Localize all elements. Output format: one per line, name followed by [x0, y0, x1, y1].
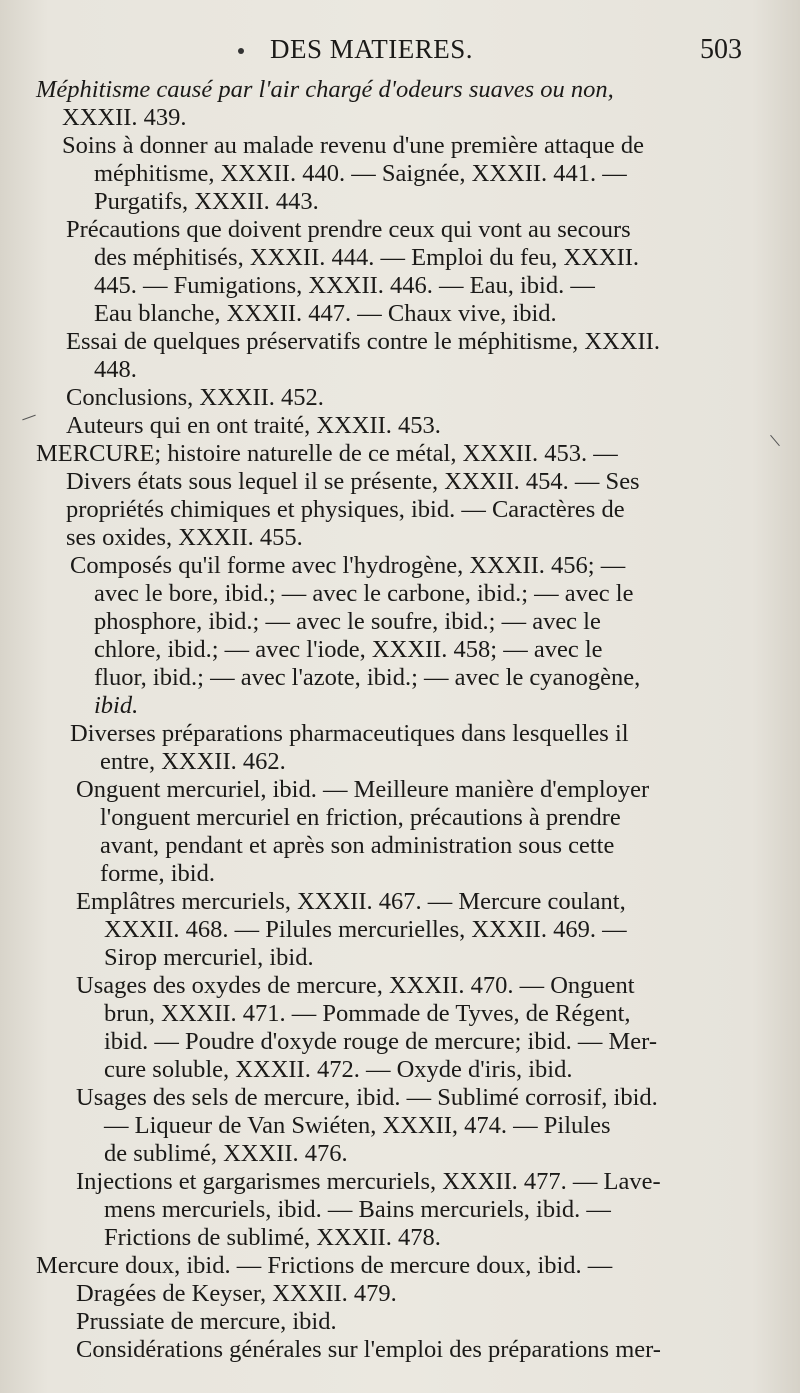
index-line: Mercure doux, ibid. — Frictions de mercure doux, ibid. —	[36, 1252, 613, 1279]
index-line: 448.	[94, 356, 137, 383]
index-line: des méphitisés, XXXII. 444. — Emploi du feu, XXXII.	[94, 244, 640, 271]
index-line: Eau blanche, XXXII. 447. — Chaux vive, ibid.	[94, 300, 557, 327]
index-line: ibid. — Poudre d'oxyde rouge de mercure; ibid. — Mer-	[104, 1028, 657, 1055]
index-line: Dragées de Keyser, XXXII. 479.	[76, 1280, 397, 1307]
index-line: l'onguent mercuriel en friction, précautions à prendre	[100, 804, 621, 831]
index-line: XXXII. 439.	[62, 104, 187, 131]
index-line: avec le bore, ibid.; — avec le carbone, ibid.; — avec le	[94, 580, 634, 607]
index-line: Précautions que doivent prendre ceux qui vont au secours	[66, 216, 631, 243]
index-line: Diverses préparations pharmaceutiques dans lesquelles il	[70, 720, 629, 747]
index-line: Conclusions, XXXII. 452.	[66, 384, 324, 411]
index-line: Purgatifs, XXXII. 443.	[94, 188, 319, 215]
index-line: Auteurs qui en ont traité, XXXII. 453.	[66, 412, 441, 439]
index-line: ses oxides, XXXII. 455.	[66, 524, 303, 551]
index-line: Divers états sous lequel il se présente, XXXII. 454. — Ses	[66, 468, 640, 495]
index-line: méphitisme, XXXII. 440. — Saignée, XXXII. 441. —	[94, 160, 627, 187]
index-line: forme, ibid.	[100, 860, 215, 887]
index-line: 445. — Fumigations, XXXII. 446. — Eau, ibid. —	[94, 272, 595, 299]
index-line: chlore, ibid.; — avec l'iode, XXXII. 458; — avec le	[94, 636, 603, 663]
margin-mark	[22, 415, 35, 421]
index-line: avant, pendant et après son administration sous cette	[100, 832, 615, 859]
index-line: Essai de quelques préservatifs contre le méphitisme, XXXII.	[66, 328, 660, 355]
index-line: Sirop mercuriel, ibid.	[104, 944, 314, 971]
index-line: de sublimé, XXXII. 476.	[104, 1140, 348, 1167]
index-line: Injections et gargarismes mercuriels, XXXII. 477. — Lave-	[76, 1168, 661, 1195]
running-header	[0, 30, 800, 70]
index-line: Frictions de sublimé, XXXII. 478.	[104, 1224, 441, 1251]
index-line: Considérations générales sur l'emploi des préparations mer-	[76, 1336, 661, 1363]
margin-mark	[770, 435, 780, 446]
index-line: entre, XXXII. 462.	[100, 748, 286, 775]
printer-mark	[238, 48, 244, 54]
index-line: Onguent mercuriel, ibid. — Meilleure manière d'employer	[76, 776, 650, 803]
index-line: — Liqueur de Van Swiéten, XXXII, 474. — Pilules	[104, 1112, 611, 1139]
index-line: Emplâtres mercuriels, XXXII. 467. — Mercure coulant,	[76, 888, 626, 915]
running-title: DES MATIERES.	[270, 34, 474, 64]
index-line: mens mercuriels, ibid. — Bains mercuriels, ibid. —	[104, 1196, 611, 1223]
index-line: fluor, ibid.; — avec l'azote, ibid.; — avec le cyanogène,	[94, 664, 641, 691]
index-line: ibid.	[94, 692, 139, 719]
index-line: cure soluble, XXXII. 472. — Oxyde d'iris, ibid.	[104, 1056, 573, 1083]
index-line: Usages des sels de mercure, ibid. — Sublimé corrosif, ibid.	[76, 1084, 658, 1111]
index-line: propriétés chimiques et physiques, ibid. — Caractères de	[66, 496, 625, 523]
index-line: XXXII. 468. — Pilules mercurielles, XXXII. 469. —	[104, 916, 627, 943]
index-line: Méphitisme causé par l'air chargé d'odeurs suaves ou non,	[36, 76, 614, 103]
index-line: Prussiate de mercure, ibid.	[76, 1308, 337, 1335]
index-line: Composés qu'il forme avec l'hydrogène, XXXII. 456; —	[70, 552, 626, 579]
index-line: brun, XXXII. 471. — Pommade de Tyves, de Régent,	[104, 1000, 631, 1027]
index-line: Soins à donner au malade revenu d'une première attaque de	[62, 132, 644, 159]
index-line: MERCURE; histoire naturelle de ce métal, XXXII. 453. —	[36, 440, 618, 467]
index-line: Usages des oxydes de mercure, XXXII. 470. — Onguent	[76, 972, 635, 999]
page-number: 503	[700, 34, 742, 65]
index-line: phosphore, ibid.; — avec le soufre, ibid.; — avec le	[94, 608, 601, 635]
